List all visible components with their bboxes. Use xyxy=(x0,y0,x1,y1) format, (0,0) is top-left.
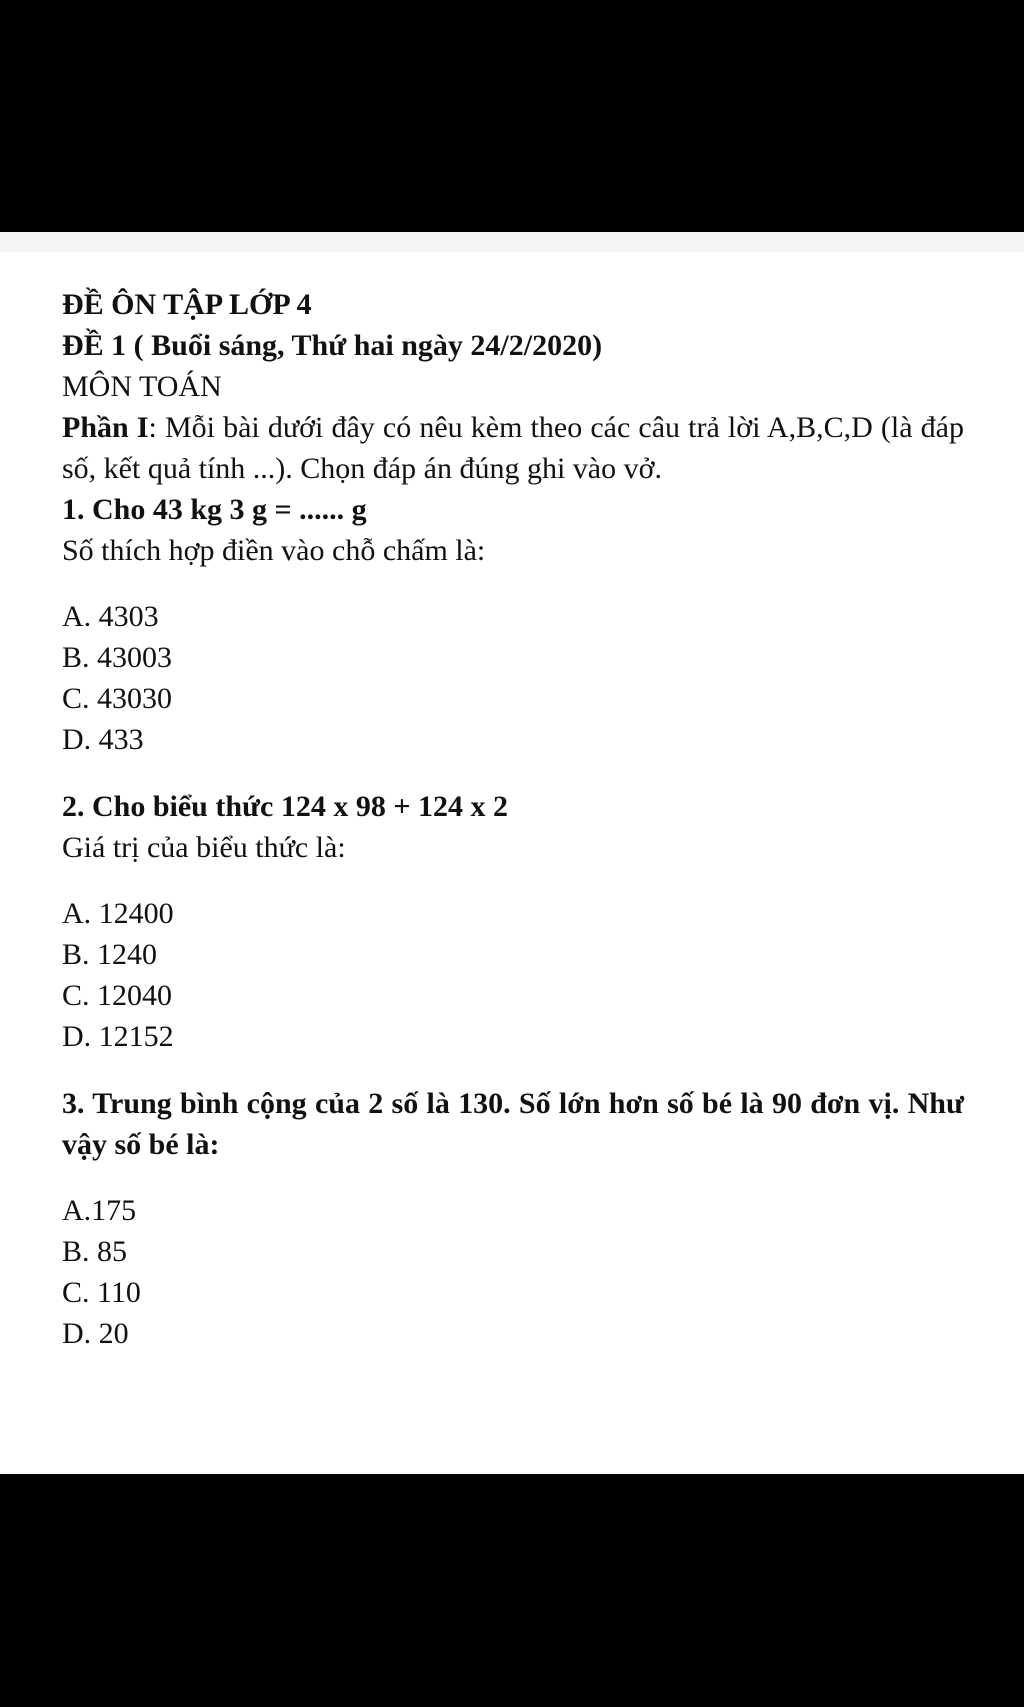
question-1-option-c: C. 43030 xyxy=(62,682,173,715)
question-2-option-c: C. 12040 xyxy=(62,979,173,1012)
question-1-title: 1. Cho 43 kg 3 g = ...... g xyxy=(62,493,367,526)
question-1 xyxy=(62,489,964,760)
document-content xyxy=(62,284,964,1354)
question-3-option-d: D. 20 xyxy=(62,1317,129,1350)
top-black-bar xyxy=(0,0,1024,232)
question-3 xyxy=(62,1083,964,1354)
bottom-black-bar xyxy=(0,1474,1024,1707)
question-2-prompt: Giá trị của biểu thức là: xyxy=(62,831,346,864)
question-2-title: 2. Cho biểu thức 124 x 98 + 124 x 2 xyxy=(62,790,508,823)
instructions-paragraph xyxy=(62,407,964,489)
exam-subtitle: ĐỀ 1 ( Buổi sáng, Thứ hai ngày 24/2/2020) xyxy=(62,329,603,362)
question-1-option-d: D. 433 xyxy=(62,723,144,756)
question-3-option-a: A.175 xyxy=(62,1194,137,1227)
question-2-option-b: B. 1240 xyxy=(62,938,158,971)
subject-label: MÔN TOÁN xyxy=(62,370,222,403)
section-label: Phần I xyxy=(62,411,149,444)
question-2-option-d: D. 12152 xyxy=(62,1020,174,1053)
question-3-option-b: B. 85 xyxy=(62,1235,128,1268)
question-1-option-a: A. 4303 xyxy=(62,600,159,633)
question-3-title: 3. Trung bình cộng của 2 số là 130. Số lớn hơn số bé là 90 đơn vị. Như vậy số bé là: xyxy=(62,1087,964,1161)
document-title: ĐỀ ÔN TẬP LỚP 4 xyxy=(62,288,312,321)
document-page[interactable] xyxy=(0,232,1024,1474)
question-2-option-a: A. 12400 xyxy=(62,897,174,930)
instructions-text: : Mỗi bài dưới đây có nêu kèm theo các câu trả lời A,B,C,D (là đáp số, kết quả tính ...). Chọn đáp án đúng ghi vào vở. xyxy=(62,411,964,485)
page-top-edge xyxy=(0,232,1024,252)
question-2 xyxy=(62,786,964,1057)
question-3-option-c: C. 110 xyxy=(62,1276,141,1309)
question-1-option-b: B. 43003 xyxy=(62,641,173,674)
question-1-prompt: Số thích hợp điền vào chỗ chấm là: xyxy=(62,534,486,567)
